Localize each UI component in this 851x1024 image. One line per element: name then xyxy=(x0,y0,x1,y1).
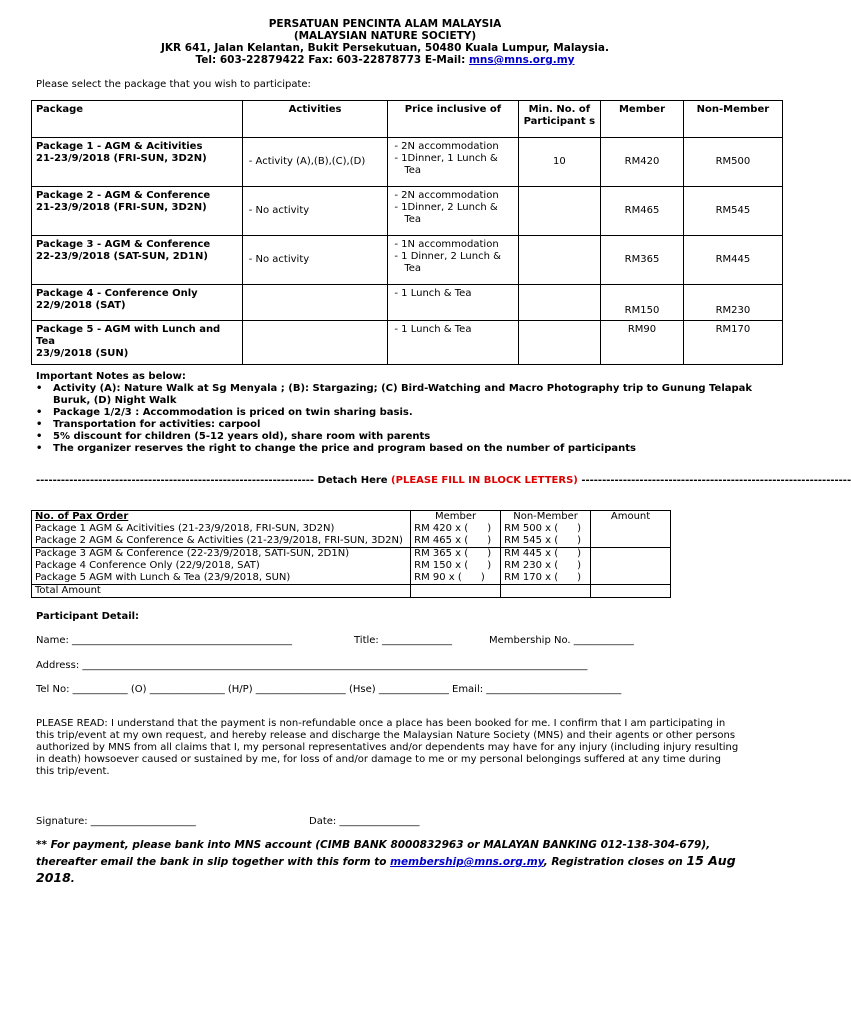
order-amount[interactable] xyxy=(591,548,671,561)
order-package-label: Package 4 Conference Only (22/9/2018, SAT) xyxy=(32,560,411,572)
non-member-price: RM170 xyxy=(683,321,782,365)
order-non-member-qty[interactable]: RM 445 x ( ) xyxy=(501,548,591,561)
note-item: • The organizer reserves the right to change the price and program based on the number of participants xyxy=(36,443,756,455)
package-name: Package 2 - AGM & Conference xyxy=(36,190,211,201)
order-non-member-qty[interactable]: RM 230 x ( ) xyxy=(501,560,591,572)
order-member-qty[interactable]: RM 150 x ( ) xyxy=(411,560,501,572)
payment-line-2 xyxy=(36,853,756,887)
min-cell xyxy=(518,285,601,321)
member-price: RM90 xyxy=(601,321,684,365)
org-contact xyxy=(0,54,770,66)
order-package-label: Package 5 AGM with Lunch & Tea (23/9/2018, SUN) xyxy=(32,572,411,585)
activities-cell xyxy=(242,236,388,285)
package-name: Package 5 - AGM with Lunch and Tea xyxy=(36,324,221,347)
price-item: - 1N accommodation xyxy=(392,239,513,251)
org-address: JKR 641, Jalan Kelantan, Bukit Persekutuan, 50480 Kuala Lumpur, Malaysia. xyxy=(161,42,609,54)
order-non-member-qty[interactable]: RM 545 x ( ) xyxy=(501,535,591,548)
detach-line xyxy=(36,475,851,487)
order-table xyxy=(31,510,671,598)
member-price: RM465 xyxy=(601,187,684,236)
package-dates: 23/9/2018 (SUN) xyxy=(36,348,129,359)
non-member-price: RM500 xyxy=(683,138,782,187)
package-table-header xyxy=(32,101,783,138)
payment-end: . xyxy=(70,873,75,885)
membership-field[interactable]: Membership No. ____________ xyxy=(489,635,634,646)
price-item: - 1Dinner, 1 Lunch & Tea xyxy=(392,153,513,177)
org-name: PERSATUAN PENCINTA ALAM MALAYSIA xyxy=(268,18,502,30)
header-member: Member xyxy=(601,101,684,138)
order-header-amount: Amount xyxy=(591,511,671,524)
package-row xyxy=(32,285,783,321)
order-row xyxy=(32,572,671,585)
order-amount[interactable] xyxy=(591,560,671,572)
order-package-label: Package 1 AGM & Acitivities (21-23/9/2018, FRI-SUN, 3D2N) xyxy=(32,523,411,535)
order-package-label: Package 2 AGM & Conference & Activities (21-23/9/2018, FRI-SUN, 3D2N) xyxy=(32,535,411,548)
member-price: RM420 xyxy=(601,138,684,187)
important-notes xyxy=(36,371,756,455)
activities-cell xyxy=(242,321,388,365)
activities-cell xyxy=(242,187,388,236)
price-cell xyxy=(388,138,518,187)
date-field[interactable]: Date: ________________ xyxy=(309,816,420,827)
package-row xyxy=(32,236,783,285)
payment-line-1: ** For payment, please bank into MNS account (CIMB BANK 8000832963 or MALAYAN BANKING 012-138-304-679), xyxy=(36,839,711,851)
signature-field[interactable]: Signature: _____________________ xyxy=(36,816,196,827)
package-cell xyxy=(32,236,243,285)
order-row xyxy=(32,560,671,572)
min-cell xyxy=(518,187,601,236)
tel-email-field[interactable]: Tel No: ___________ (O) _______________ (H/P) __________________ (Hse) ______________ Email: ___________________________ xyxy=(36,684,622,695)
block-letters-note: (PLEASE FILL IN BLOCK LETTERS) xyxy=(391,475,578,486)
note-item: • Transportation for activities: carpool xyxy=(36,419,756,431)
header-non-member: Non-Member xyxy=(683,101,782,138)
package-row xyxy=(32,138,783,187)
price-item: - 1 Lunch & Tea xyxy=(392,288,513,300)
package-row xyxy=(32,187,783,236)
order-total-member[interactable] xyxy=(411,585,501,598)
package-dates: 22/9/2018 (SAT) xyxy=(36,300,126,311)
email-link[interactable]: mns@mns.org.my xyxy=(468,54,575,66)
package-cell xyxy=(32,285,243,321)
order-row xyxy=(32,535,671,548)
price-item: - 2N accommodation xyxy=(392,190,513,202)
non-member-price: RM230 xyxy=(683,285,782,321)
order-member-qty[interactable]: RM 90 x ( ) xyxy=(411,572,501,585)
note-item: • Activity (A): Nature Walk at Sg Menyala ; (B): Stargazing; (C) Bird-Watching and Macro Photography trip to Gunung Telapak Buruk, (D) Night Walk xyxy=(36,383,756,407)
activities-cell xyxy=(242,138,388,187)
participant-title: Participant Detail: xyxy=(36,611,140,622)
title-field[interactable]: Title: ______________ xyxy=(354,635,452,646)
non-member-price: RM545 xyxy=(683,187,782,236)
org-name-en: (MALAYSIAN NATURE SOCIETY) xyxy=(293,30,477,42)
activity-item: - No activity xyxy=(247,205,384,217)
min-cell xyxy=(518,321,601,365)
package-name: Package 1 - AGM & Acitivities xyxy=(36,141,203,152)
order-total-row xyxy=(32,585,671,598)
payment-line-2-text: thereafter email the bank in slip together with this form to xyxy=(36,856,391,868)
price-item: - 2N accommodation xyxy=(392,141,513,153)
price-cell xyxy=(388,321,518,365)
member-price: RM150 xyxy=(601,285,684,321)
notes-title: Important Notes as below: xyxy=(36,371,186,382)
address-field[interactable]: Address: _____________________________________________________________________________________________________ xyxy=(36,660,588,671)
note-item: • Package 1/2/3 : Accommodation is priced on twin sharing basis. xyxy=(36,407,756,419)
order-total-non-member[interactable] xyxy=(501,585,591,598)
order-header-row xyxy=(32,511,671,524)
price-cell xyxy=(388,285,518,321)
min-cell xyxy=(518,236,601,285)
price-item: - 1 Lunch & Tea xyxy=(392,324,513,336)
price-item: - 1 Dinner, 2 Lunch & Tea xyxy=(392,251,513,275)
note-item: • 5% discount for children (5-12 years old), share room with parents xyxy=(36,431,756,443)
package-table xyxy=(31,100,783,365)
package-dates: 21-23/9/2018 (FRI-SUN, 3D2N) xyxy=(36,153,207,164)
order-row xyxy=(32,548,671,561)
order-amount[interactable] xyxy=(591,572,671,585)
membership-email-link[interactable]: membership@mns.org.my xyxy=(390,856,544,868)
package-name: Package 4 - Conference Only xyxy=(36,288,198,299)
order-total-amount[interactable] xyxy=(591,585,671,598)
order-package-label: Package 3 AGM & Conference (22-23/9/2018, SATI-SUN, 2D1N) xyxy=(32,548,411,561)
order-member-qty[interactable]: RM 465 x ( ) xyxy=(411,535,501,548)
member-price: RM365 xyxy=(601,236,684,285)
header-activities: Activities xyxy=(242,101,388,138)
order-member-qty[interactable]: RM 365 x ( ) xyxy=(411,548,501,561)
order-non-member-qty[interactable]: RM 500 x ( ) xyxy=(501,523,591,535)
package-dates: 22-23/9/2018 (SAT-SUN, 2D1N) xyxy=(36,251,208,262)
order-amount[interactable] xyxy=(591,535,671,548)
package-name: Package 3 - AGM & Conference xyxy=(36,239,211,250)
header-package: Package xyxy=(32,101,243,138)
price-item: - 1Dinner, 2 Lunch & Tea xyxy=(392,202,513,226)
activity-item: - Activity (A),(B),(C),(D) xyxy=(247,156,384,168)
order-header-pax: No. of Pax Order xyxy=(32,511,411,524)
order-row xyxy=(32,523,671,535)
non-member-price: RM445 xyxy=(683,236,782,285)
price-cell xyxy=(388,187,518,236)
order-non-member-qty[interactable]: RM 170 x ( ) xyxy=(501,572,591,585)
intro-text: Please select the package that you wish to participate: xyxy=(36,79,311,90)
header-min: Min. No. of Participant s xyxy=(518,101,601,138)
detach-dashes-right: ----------------------------------------------------------------- xyxy=(577,475,851,486)
detach-dashes-left: ------------------------------------------------------------------- xyxy=(36,475,315,486)
payment-closing-text: , Registration closes on xyxy=(543,856,687,868)
activity-item: - No activity xyxy=(247,254,384,266)
registration-deadline: 15 Aug 2018 xyxy=(36,853,736,885)
contact-text: Tel: 603-22879422 Fax: 603-22878773 E-Mail: xyxy=(195,54,469,66)
order-header-non-member: Non-Member xyxy=(501,511,591,524)
order-total-label: Total Amount xyxy=(32,585,411,598)
min-cell: 10 xyxy=(518,138,601,187)
please-read-text: PLEASE READ: I understand that the payment is non-refundable once a place has been booked for me. I confirm that I am participating in this trip/event at my own request, and hereby release and discharge the Malaysian Nature Society (MNS) and their agents or other persons authorized by MNS from all claims that I, my personal representatives and/or dependents may have for any injury (including injury resulting in death) howsoever caused or sustained by me, for loss of and/or damage to me or my personal belongings suffered at any time during this trip/event. xyxy=(36,718,739,777)
package-dates: 21-23/9/2018 (FRI-SUN, 3D2N) xyxy=(36,202,207,213)
price-cell xyxy=(388,236,518,285)
order-amount[interactable] xyxy=(591,523,671,535)
package-cell xyxy=(32,138,243,187)
package-cell xyxy=(32,187,243,236)
payment-note xyxy=(36,838,756,887)
header-price: Price inclusive of xyxy=(388,101,518,138)
name-field[interactable]: Name: ____________________________________________ xyxy=(36,635,293,646)
detach-label: Detach Here xyxy=(314,475,392,486)
package-cell xyxy=(32,321,243,365)
package-row xyxy=(32,321,783,365)
order-member-qty[interactable]: RM 420 x ( ) xyxy=(411,523,501,535)
activities-cell xyxy=(242,285,388,321)
order-header-member: Member xyxy=(411,511,501,524)
